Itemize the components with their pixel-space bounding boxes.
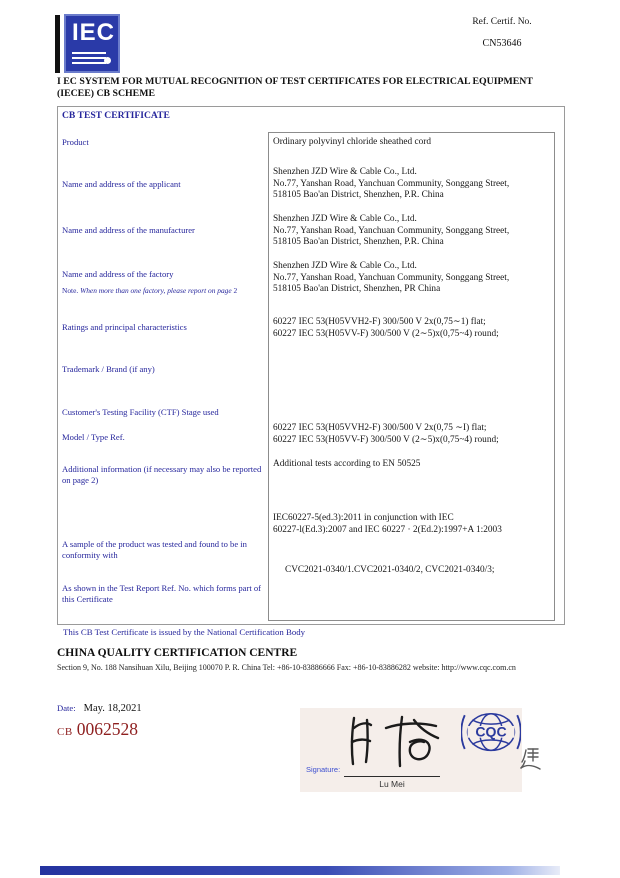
stamp-character — [519, 747, 541, 771]
value-model: 60227 IEC 53(H05VVH2-F) 300/500 V 2x(0,75 ∼I) flat; 60227 IEC 53(H05VV-F) 300/500 V (2∼5)x(0,75~4) round; — [273, 423, 499, 445]
value-applicant: Shenzhen JZD Wire & Cable Co., Ltd. No.77, Yanshan Road, Yanchuan Community, Songgang Street, 518105 Bao'an District, Shenzhen, P.R. China — [273, 167, 510, 201]
iec-logo-text: IEC — [72, 19, 116, 46]
cb-number-row — [57, 719, 138, 740]
label-factory: Name and address of the factory — [62, 269, 174, 279]
iec-logo-lines — [72, 49, 106, 64]
label-ctf: Customer's Testing Facility (CTF) Stage used — [62, 407, 219, 417]
certificate-title: CB TEST CERTIFICATE — [62, 110, 170, 121]
label-additional: Additional information (if necessary may also be reported on page 2) — [62, 464, 262, 485]
org-name: CHINA QUALITY CERTIFICATION CENTRE — [57, 647, 298, 659]
date-row — [57, 698, 142, 716]
label-test-report: As shown in the Test Report Ref. No. which forms part of this Certificate — [62, 583, 262, 604]
iec-logo-dot — [104, 57, 111, 64]
value-factory: Shenzhen JZD Wire & Cable Co., Ltd. No.77, Yanshan Road, Yanchuan Community, Songgang Street, 518105 Bao'an District, Shenzhen, PR China — [273, 261, 510, 295]
cqc-logo-text: CQC — [475, 723, 507, 740]
label-factory-note: Note. When more than one factory, please report on page 2 — [62, 286, 238, 295]
iec-logo — [55, 14, 121, 74]
label-trademark: Trademark / Brand (if any) — [62, 364, 155, 374]
ref-certif-label: Ref. Certif. No. — [472, 17, 532, 27]
label-applicant: Name and address of the applicant — [62, 179, 181, 189]
cb-prefix: CB — [57, 726, 73, 738]
signatory-name: Lu Mei — [379, 779, 405, 789]
handwritten-signature — [340, 712, 450, 770]
date-value: May. 18,2021 — [83, 703, 142, 714]
date-label: Date: — [57, 703, 76, 713]
certificate-box — [57, 106, 565, 625]
value-manufacturer: Shenzhen JZD Wire & Cable Co., Ltd. No.77, Yanshan Road, Yanchuan Community, Songgang Street, 518105 Bao'an District, Shenzhen, P.R. China — [273, 214, 510, 248]
label-product: Product — [62, 137, 89, 147]
label-manufacturer: Name and address of the manufacturer — [62, 225, 195, 235]
label-ratings: Ratings and principal characteristics — [62, 322, 187, 332]
signature-line — [344, 776, 440, 777]
label-conformity: A sample of the product was tested and found to be in conformity with — [62, 539, 247, 560]
ref-certif-value: CN53646 — [482, 38, 522, 49]
certificate-values-box — [268, 132, 555, 621]
value-test-report: CVC2021-0340/1.CVC2021-0340/2, CVC2021-0340/3; — [285, 565, 495, 575]
org-address: Section 9, No. 188 Nansihuan Xilu, Beijing 100070 P. R. China Tel: +86-10-83886666 Fax: +86-10-83886282 website: http://www.cqc.com.cn — [57, 663, 516, 672]
label-model: Model / Type Ref. — [62, 432, 125, 442]
scheme-title: I EC SYSTEM FOR MUTUAL RECOGNITION OF TEST CERTIFICATES FOR ELECTRICAL EQUIPMENT (IECEE) CB SCHEME — [57, 76, 533, 99]
iec-logo-bar — [55, 15, 60, 73]
value-product: Ordinary polyvinyl chloride sheathed cord — [273, 137, 432, 147]
value-additional: Additional tests according to EN 50525 — [273, 459, 421, 469]
issued-by-text: This CB Test Certificate is issued by the National Certification Body — [63, 627, 306, 637]
bottom-decor-bar — [40, 866, 560, 875]
cqc-logo — [461, 709, 521, 757]
signature-label: Signature: — [306, 765, 341, 774]
value-ratings: 60227 IEC 53(H05VVH2-F) 300/500 V 2x(0,75∼1) flat; 60227 IEC 53(H05VV-F) 300/500 V (2∼5)x(0,75~4) round; — [273, 317, 499, 339]
cb-number: 0062528 — [76, 719, 138, 739]
value-conformity: IEC60227-5(ed.3):2011 in conjunction with IEC 60227-l(Ed.3):2007 and IEC 60227 · 2(Ed.2):1997+A 1:2003 — [273, 513, 502, 535]
iec-logo-square — [64, 14, 120, 73]
ref-certif-block — [442, 17, 562, 49]
